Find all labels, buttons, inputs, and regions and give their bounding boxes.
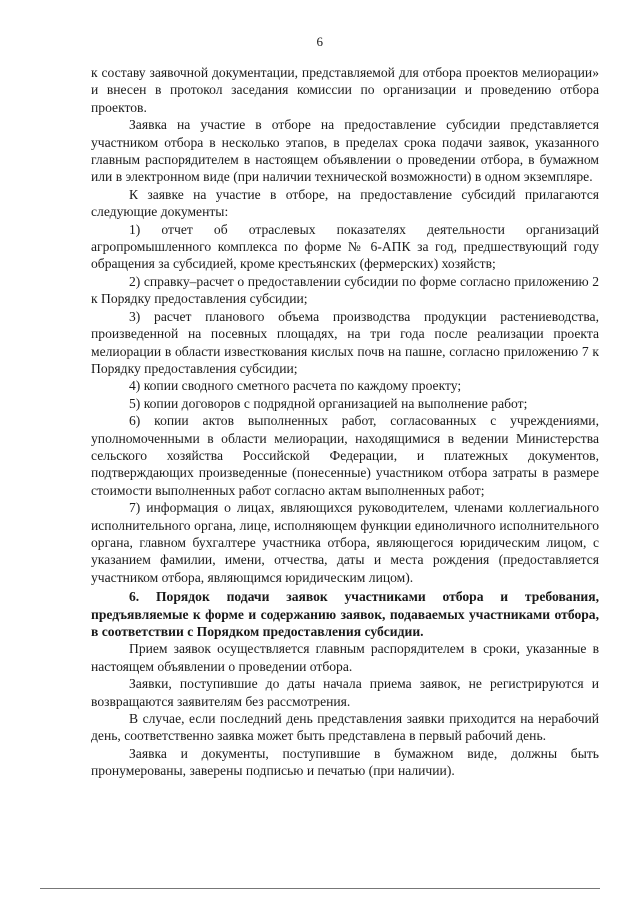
- paragraph-paper-documents: Заявка и документы, поступившие в бумажном виде, должны быть пронумерованы, заверены подписью и печатью (при наличии).: [91, 745, 599, 779]
- list-item-3: 3) расчет планового объема производства продукции растениеводства, произведенной на посевных площадях, на три года после реализации проекта мелиорации в области известкования кислых почв на пашне, согласно приложению 7 к Порядку предоставления субсидии;: [91, 308, 599, 376]
- footer-divider: [40, 888, 600, 889]
- list-item-7: 7) информация о лицах, являющихся руководителем, членами коллегиального исполнительного органа, лице, исполняющем функции единоличного исполнительного органа, главном бухгалтере участника отбора, являющегося юридическим лицом, с указанием фамилии, имени, отчества, даты и места рождения (предоставляется участником отбора, являющимся юридическим лицом).: [91, 500, 599, 585]
- page-number: 6: [316, 34, 324, 49]
- paragraph-attached-documents-intro: К заявке на участие в отборе, на предоставление субсидий прилагаются следующие документы:: [91, 186, 599, 220]
- list-item-4: 4) копии сводного сметного расчета по каждому проекту;: [129, 378, 462, 394]
- paragraph-continuation: к составу заявочной документации, представляемой для отбора проектов мелиорации» и внесен в протокол заседания комиссии по организации и проведению отбора проектов.: [91, 65, 599, 115]
- paragraph-acceptance: Прием заявок осуществляется главным распорядителем в сроки, указанные в настоящем объявлении о проведении отбора.: [91, 641, 599, 674]
- paragraph-non-working-day: В случае, если последний день представления заявки приходится на нерабочий день, соответственно заявка может быть представлена в первый рабочий день.: [91, 711, 599, 744]
- list-item-2: 2) справку–расчет о предоставлении субсидии по форме согласно приложению 2 к Порядку предоставления субсидии;: [91, 273, 599, 307]
- paragraph-application-submission: Заявка на участие в отборе на предоставление субсидии представляется участником отбора в несколько этапов, в пределах срока подачи заявок, указанного главным распорядителем в настоящем объявлении о проведении отбора, в бумажном или в электронном виде (при наличии технической возможности) в одном экземпляре.: [91, 117, 599, 185]
- list-item-6: 6) копии актов выполненных работ, согласованных с учреждениями, уполномоченными в области мелиорации, находящимися в ведении Министерства сельского хозяйства Российской Федерации, и платежных документов, подтверждающих произведенные (понесенные) участником отбора затраты в размере стоимости выполненных работ согласно актам выполненных работ;: [91, 413, 599, 498]
- paragraph-early-applications: Заявки, поступившие до даты начала приема заявок, не регистрируются и возвращаются заявителям без рассмотрения.: [91, 676, 599, 709]
- section-heading-6: 6. Порядок подачи заявок участниками отбора и требования, предъявляемые к форме и содержанию заявок, подаваемых участниками отбора, в соответствии с Порядком предоставления субсидии.: [91, 589, 599, 639]
- list-item-1: 1) отчет об отраслевых показателях деятельности организаций агропромышленного комплекса по форме № 6-АПК за год, предшествующий году обращения за субсидией, кроме крестьянских (фермерских) хозяйств;: [91, 221, 599, 272]
- list-item-5: 5) копии договоров с подрядной организацией на выполнение работ;: [129, 395, 528, 411]
- document-body: [91, 64, 599, 780]
